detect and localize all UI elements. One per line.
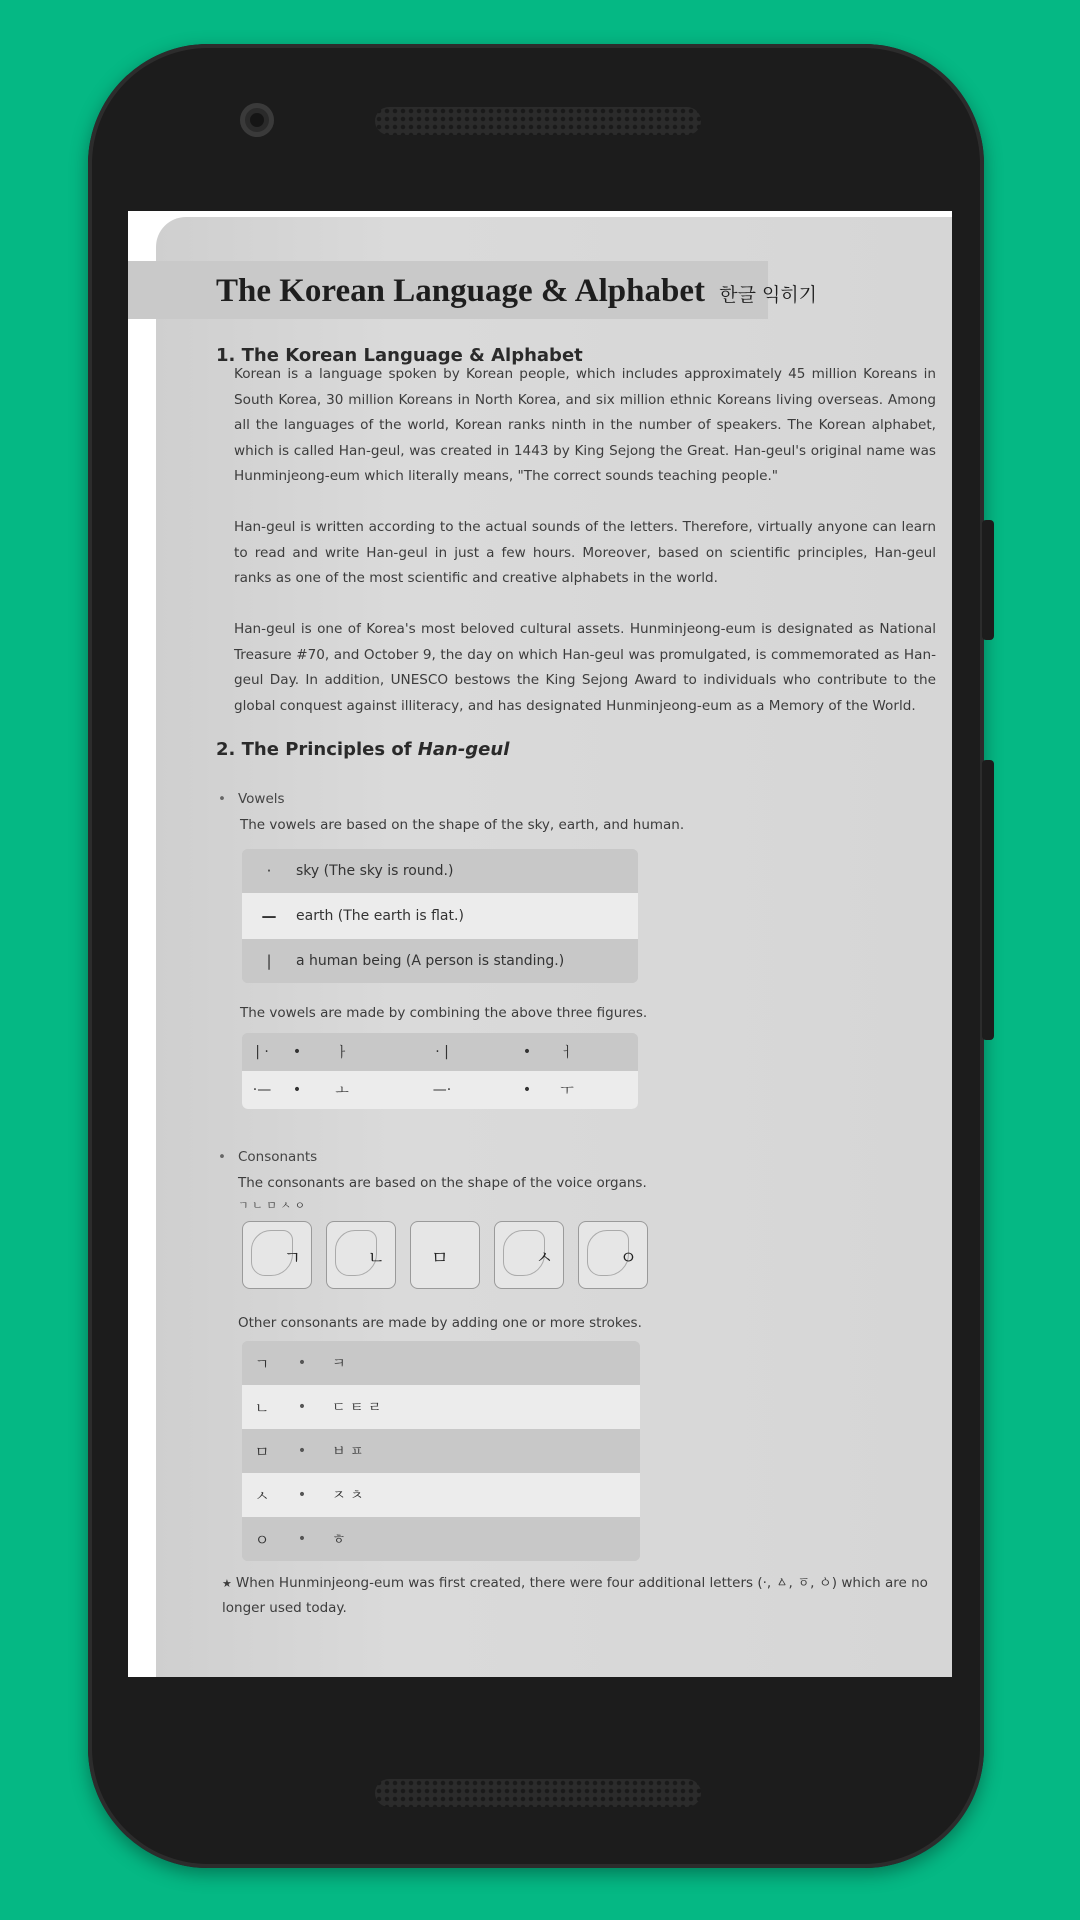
section1-paragraph-3: Han-geul is one of Korea's most beloved cultural assets. Hunminjeong-eum is designated as National Treasure #70, and October 9, the day on which Han-geul was promulgated, is commemorated as Han-geul Day. In addition, UNESCO bestows the King Sejong Award to individuals who contribute to the global conquest against illiteracy, and has designated Hunminjeong-eum as a Memory of the World. <box>234 621 936 714</box>
organ-figure: ㄴ <box>326 1221 396 1289</box>
table-row: ㄴ • ㄷ ㅌ ㄹ <box>242 1385 640 1429</box>
table-row: | · • ㅏ · | • ㅓ <box>242 1033 638 1071</box>
organ-figure: ㄱ <box>242 1221 312 1289</box>
power-button[interactable] <box>982 760 994 1040</box>
table-row: — earth (The earth is flat.) <box>242 893 638 939</box>
vowel-combination-table <box>242 1033 638 1109</box>
front-camera-icon <box>240 103 274 137</box>
organ-figure: ㅇ <box>578 1221 648 1289</box>
section1-paragraph-2: Han-geul is written according to the actual sounds of the letters. Therefore, virtually anyone can learn to read and write Han-geul in just a few hours. Moreover, based on scientific principles, Han-geul ranks as one of the most scientific and creative alphabets in the world. <box>234 519 936 586</box>
title-english: The Korean Language & Alphabet <box>216 273 705 309</box>
table-row: | a human being (A person is standing.) <box>242 939 638 983</box>
volume-button[interactable] <box>982 520 994 640</box>
table-row: ㅁ • ㅂ ㅍ <box>242 1429 640 1473</box>
consonants-label: • Consonants <box>218 1149 317 1165</box>
screen[interactable] <box>128 211 952 1677</box>
table-row: ㅇ • ㅎ <box>242 1517 640 1561</box>
table-row: ㅅ • ㅈ ㅊ <box>242 1473 640 1517</box>
consonants-strokes-intro: Other consonants are made by adding one or more strokes. <box>238 1315 642 1331</box>
table-row: · sky (The sky is round.) <box>242 849 638 893</box>
consonants-basic-letters: ㄱ ㄴ ㅁ ㅅ ㅇ <box>238 1199 306 1212</box>
voice-organ-figures <box>242 1221 648 1289</box>
vowels-intro: The vowels are based on the shape of the sky, earth, and human. <box>240 817 685 833</box>
table-row: ·— • ㅗ —· • ㅜ <box>242 1071 638 1109</box>
organ-figure: ㅁ <box>410 1221 480 1289</box>
bottom-speaker <box>375 1779 701 1807</box>
earpiece-speaker <box>375 107 701 135</box>
consonants-intro: The consonants are based on the shape of the voice organs. <box>238 1175 647 1191</box>
vowels-combine-intro: The vowels are made by combining the above three figures. <box>240 1005 648 1021</box>
vowels-label: • Vowels <box>218 791 285 807</box>
section1-paragraph-1: Korean is a language spoken by Korean people, which includes approximately 45 million Koreans in South Korea, 30 million Koreans in North Korea, and six million ethnic Koreans living overseas. Among all the languages of the world, Korean ranks ninth in the number of speakers. The Korean alphabet, which is called Han-geul, was created in 1443 by King Sejong the Great. Han-geul's original name was Hunminjeong-eum which literally means, "The correct sounds teaching people." <box>234 366 936 484</box>
page-title <box>216 273 817 310</box>
title-korean: 한글 익히기 <box>719 284 818 306</box>
footnote: ★ When Hunminjeong-eum was first created, there were four additional letters (·, ㅿ, ㆆ, ㆁ) which are no longer used today. <box>222 1571 940 1621</box>
section1-heading: 1. The Korean Language & Alphabet <box>216 345 583 366</box>
table-row: ㄱ • ㅋ <box>242 1341 640 1385</box>
organ-figure: ㅅ <box>494 1221 564 1289</box>
consonant-derivation-table <box>242 1341 640 1561</box>
section2-heading: 2. The Principles of Han-geul <box>216 739 510 760</box>
vowel-basic-table <box>242 849 638 983</box>
scanned-page-image[interactable] <box>156 217 952 1677</box>
